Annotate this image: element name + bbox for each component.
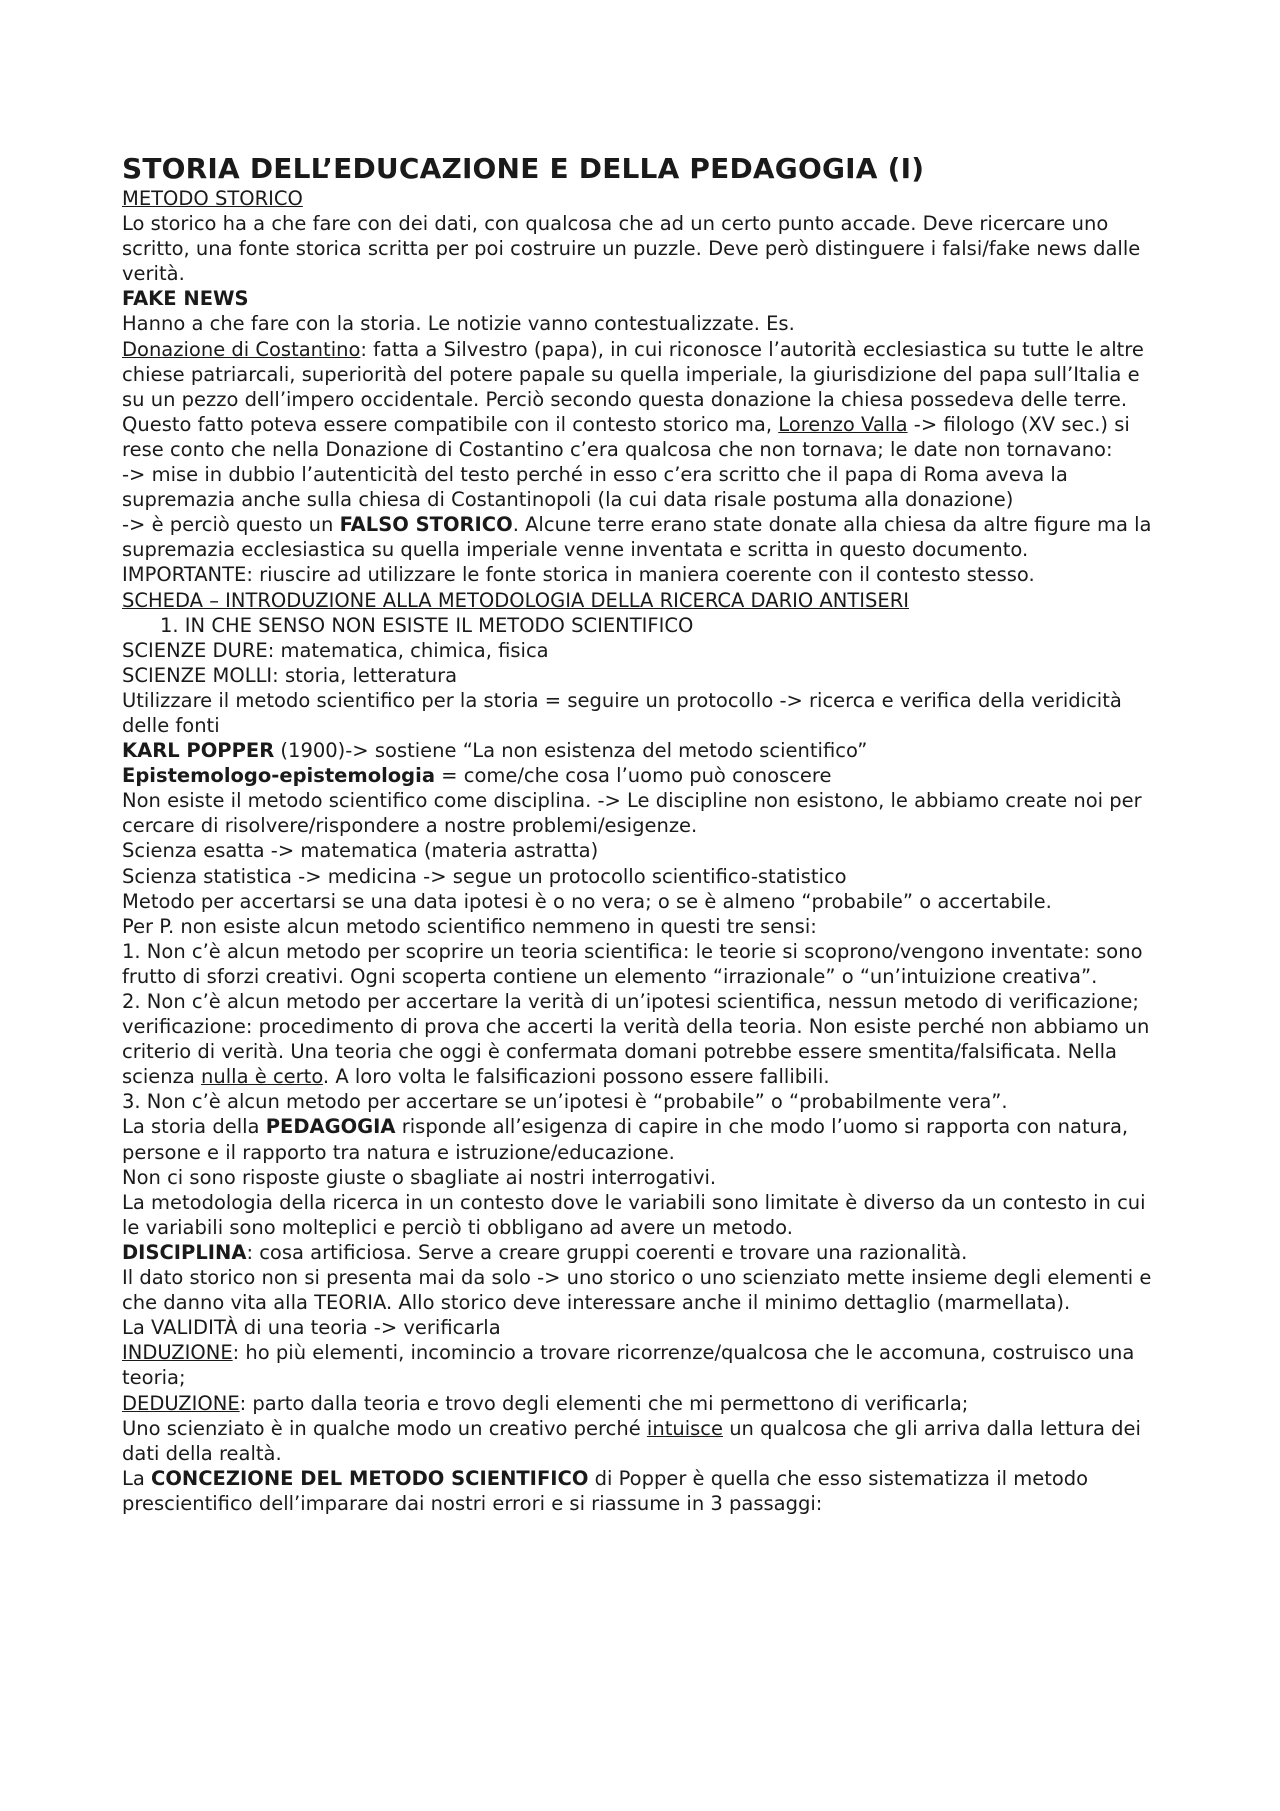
donazione-text: : fatta a Silvestro (papa), in cui riconosce l’autorità ecclesiastica su tutte le altre chiese patriarcali, superiorità del potere papale su quella imperiale, la giurisdizione del papa sull’Italia e su un pezzo dell’impero occidentale. Perciò secondo questa donazione la chiesa possedeva delle terre. <box>122 337 1144 411</box>
paragraph-importante: IMPORTANTE: riuscire ad utilizzare le fonte storica in maniera coerente con il contesto stesso. <box>122 563 1035 587</box>
valla-pre: Questo fatto poteva essere compatibile con il contesto storico ma, <box>122 412 779 436</box>
induzione-text: : ho più elementi, incomincio a trovare ricorrenze/qualcosa che le accomuna, costruisco una teoria; <box>122 1341 1135 1390</box>
paragraph-per-p: Per P. non esiste alcun metodo scientifico nemmeno in questi tre sensi: <box>122 914 817 938</box>
list-item-1: 1. IN CHE SENSO NON ESISTE IL METODO SCIENTIFICO <box>160 613 694 637</box>
paragraph-disciplina <box>122 1240 1167 1265</box>
paragraph-risposte: Non ci sono risposte giuste o sbagliate ai nostri interrogativi. <box>122 1165 717 1189</box>
scienziato-post: un qualcosa che gli arriva dalla lettura dei dati della realtà. <box>122 1416 1141 1465</box>
punto2-pre: 2. Non c’è alcun metodo per accertare la verità di un’ipotesi scientifica, nessun metodo di verificazione; verificazione: procedimento di prova che accerti la verità della teoria. Non esiste perché non abbiamo un criterio di verità. Una teoria che oggi è confermata domani potrebbe essere smentita/falsificata. Nella scienza <box>122 990 1150 1089</box>
section-heading-scheda: SCHEDA – INTRODUZIONE ALLA METODOLOGIA DELLA RICERCA DARIO ANTISERI <box>122 588 909 612</box>
scienziato-pre: Uno scienziato è in qualche modo un creativo perché <box>122 1416 647 1440</box>
conc-post: di Popper è quella che esso sistematizza il metodo prescientifico dell’imparare dai nostri errori e si riassume in 3 passaggi: <box>122 1466 1089 1515</box>
donazione-link: Donazione di Costantino <box>122 337 361 361</box>
deduzione-text: : parto dalla teoria e trovo degli elementi che mi permettono di verificarla; <box>239 1391 969 1415</box>
disc-bold: DISCIPLINA <box>122 1240 247 1264</box>
document-title: STORIA DELL’EDUCAZIONE E DELLA PEDAGOGIA (I) <box>122 152 925 185</box>
paragraph-falso-storico <box>122 512 1167 562</box>
paragraph-non-esiste: Non esiste il metodo scientifico come disciplina. -> Le discipline non esistono, le abbiamo create noi per cercare di risolvere/rispondere a nostre problemi/esigenze. <box>122 789 1142 838</box>
document-page <box>122 152 1167 1516</box>
paragraph-metodo-storico: Lo storico ha a che fare con dei dati, con qualcosa che ad un certo punto accade. Deve ricercare uno scritto, una fonte storica scritta per poi costruire un puzzle. Deve però distinguere i falsi/fake news dalle verità. <box>122 212 1141 286</box>
episte-bold: Epistemologo-epistemologia <box>122 764 435 788</box>
punto2-post: . A loro volta le falsificazioni possono essere fallibili. <box>322 1065 830 1089</box>
valla-link: Lorenzo Valla <box>778 412 908 436</box>
paragraph-donazione <box>122 337 1167 412</box>
paragraph-punto-3: 3. Non c’è alcun metodo per accertare se un’ipotesi è “probabile” o “probabilmente vera”. <box>122 1090 1008 1114</box>
disc-text: : cosa artificiosa. Serve a creare gruppi coerenti e trovare una razionalità. <box>246 1240 968 1264</box>
ped-bold: PEDAGOGIA <box>265 1115 396 1139</box>
paragraph-concezione <box>122 1466 1167 1516</box>
paragraph-scienza-statistica: Scienza statistica -> medicina -> segue un protocollo scientifico-statistico <box>122 864 847 888</box>
conc-bold: CONCEZIONE DEL METODO SCIENTIFICO <box>151 1466 589 1490</box>
paragraph-fake-news: Hanno a che fare con la storia. Le notizie vanno contestualizzate. Es. <box>122 312 795 336</box>
falso-bold: FALSO STORICO <box>339 513 513 537</box>
paragraph-metodo-accertarsi: Metodo per accertarsi se una data ipotesi è o no vera; o se è almeno “probabile” o accertabile. <box>122 889 1052 913</box>
paragraph-validita: La VALIDITÀ di una teoria -> verificarla <box>122 1316 501 1340</box>
episte-text: = come/che cosa l’uomo può conoscere <box>434 764 832 788</box>
paragraph-dubbio: -> mise in dubbio l’autenticità del testo perché in esso c’era scritto che il papa di Roma aveva la supremazia anche sulla chiesa di Costantinopoli (la cui data risale postuma alla donazione) <box>122 463 1068 512</box>
paragraph-valla <box>122 412 1167 462</box>
valla-post: -> filologo (XV sec.) si rese conto che nella Donazione di Costantino c’era qualcosa che non tornava; le date non tornavano: <box>122 412 1130 461</box>
paragraph-scienza-esatta: Scienza esatta -> matematica (materia astratta) <box>122 839 599 863</box>
paragraph-metodologia: La metodologia della ricerca in un contesto dove le variabili sono limitate è diverso da un contesto in cui le variabili sono molteplici e perciò ti obbligano ad avere un metodo. <box>122 1190 1146 1239</box>
paragraph-popper <box>122 738 1167 763</box>
popper-bold: KARL POPPER <box>122 739 275 763</box>
falso-pre: -> è perciò questo un <box>122 513 340 537</box>
paragraph-pedagogia <box>122 1114 1167 1164</box>
popper-text: (1900)-> sostiene “La non esistenza del metodo scientifico” <box>274 739 868 763</box>
section-heading-fake-news: FAKE NEWS <box>122 287 249 311</box>
paragraph-scienziato <box>122 1416 1167 1466</box>
ped-post: risponde all’esigenza di capire in che modo l’uomo si rapporta con natura, persone e il rapporto tra natura e istruzione/educazione. <box>122 1115 1129 1164</box>
falso-post: . Alcune terre erano state donate alla chiesa da altre figure ma la supremazia ecclesiastica su quella imperiale venne inventata e scritta in questo documento. <box>122 513 1152 562</box>
paragraph-punto-2 <box>122 989 1167 1089</box>
paragraph-punto-1: 1. Non c’è alcun metodo per scoprire un teoria scientifica: le teorie si scoprono/vengono inventate: sono frutto di sforzi creativi. Ogni scoperta contiene un elemento “irrazionale” o “un’intuizione creativa”. <box>122 939 1143 988</box>
deduzione-link: DEDUZIONE <box>122 1391 240 1415</box>
scienziato-link: intuisce <box>646 1416 723 1440</box>
punto2-link: nulla è certo <box>201 1065 323 1089</box>
conc-pre: La <box>122 1466 152 1490</box>
induzione-link: INDUZIONE <box>122 1341 233 1365</box>
ped-pre: La storia della <box>122 1115 266 1139</box>
paragraph-dato-storico: Il dato storico non si presenta mai da solo -> uno storico o uno scienziato mette insieme degli elementi e che danno vita alla TEORIA. Allo storico deve interessare anche il minimo dettaglio (marmellata). <box>122 1266 1152 1315</box>
paragraph-scienze-molli: SCIENZE MOLLI: storia, letteratura <box>122 663 458 687</box>
paragraph-deduzione <box>122 1391 1167 1416</box>
section-heading-metodo-storico: METODO STORICO <box>122 187 303 210</box>
paragraph-scienze-dure: SCIENZE DURE: matematica, chimica, fisica <box>122 638 549 662</box>
paragraph-epistemologia <box>122 763 1167 788</box>
paragraph-utilizzare: Utilizzare il metodo scientifico per la storia = seguire un protocollo -> ricerca e verifica della veridicità delle fonti <box>122 688 1122 737</box>
paragraph-induzione <box>122 1340 1167 1390</box>
